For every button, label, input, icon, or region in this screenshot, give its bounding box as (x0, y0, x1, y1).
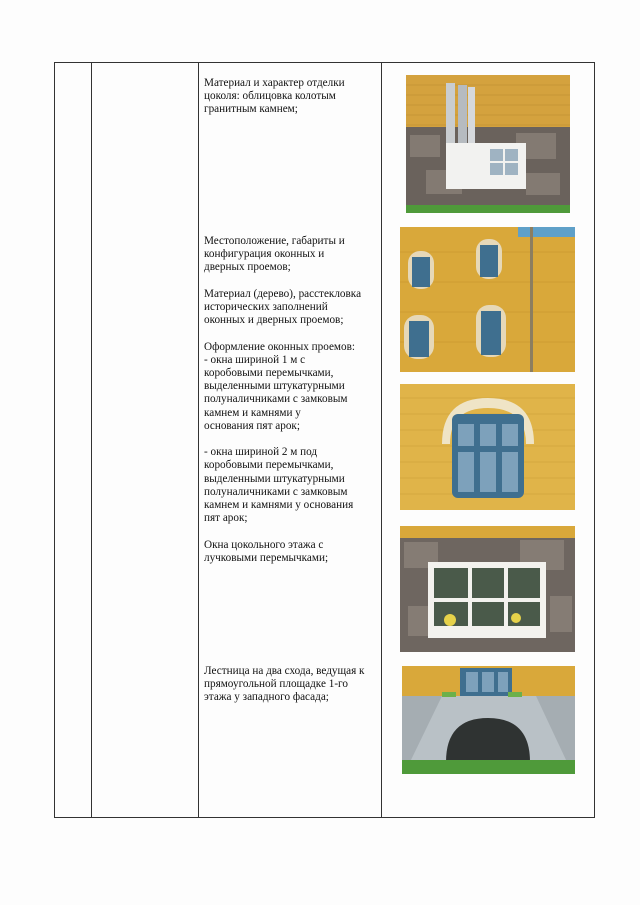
text-plinth-finish: Материал и характер отделки цоколя: облицовка колотым гранитным камнем; (204, 77, 345, 116)
photo-basement-window (400, 526, 575, 652)
photo-facade-windows (400, 227, 575, 372)
column-divider (91, 63, 92, 817)
photo-large-window (400, 384, 575, 510)
column-divider (381, 63, 382, 817)
text-staircase: Лестница на два схода, ведущая к прямоугольной площадке 1-го этажа у западного фасада; (204, 665, 365, 704)
column-divider (198, 63, 199, 817)
text-window-openings: Местоположение, габариты и конфигурация оконных и дверных проемов; Материал (дерево), расстекловка исторических заполнений оконных и дверных проемов; Оформление оконных проемов: - окна шириной 1 м с коробовыми перемычками, выделенными штукатурными полуналичниками с замковым камнем и камнями у основания пят арок; - окна шириной 2 м под коробовыми перемычками, выделенными штукатурными полуналичниками с замковым камнем и камнями у основания пят арок; Окна цокольного этажа с лучковыми перемычками; (204, 235, 362, 564)
photo-granite-plinth (406, 75, 570, 213)
photo-staircase (402, 666, 575, 774)
